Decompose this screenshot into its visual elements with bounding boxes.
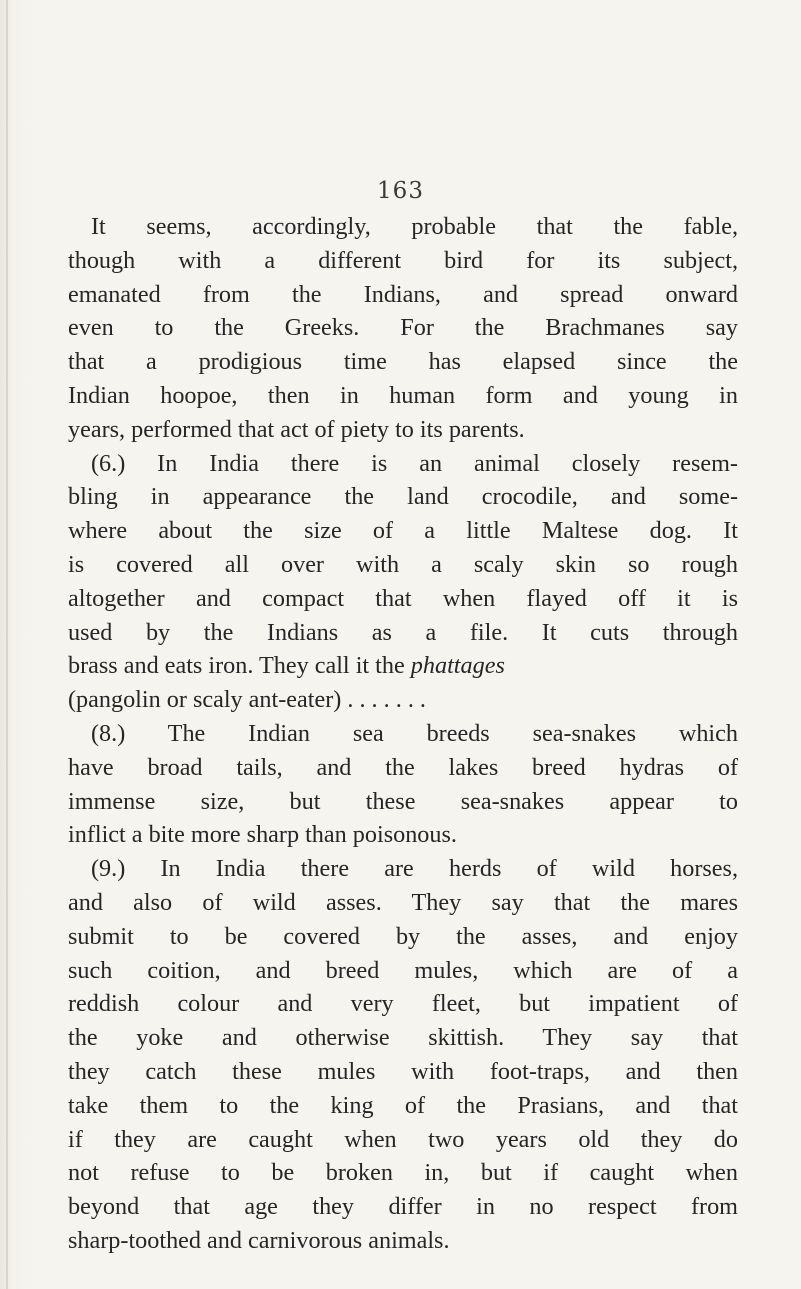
text-line: that a prodigious time has elapsed since the [68, 348, 738, 376]
text-line: (6.) In India there is an animal closely resem- [91, 449, 738, 477]
text-line: though with a different bird for its subject, [68, 246, 738, 274]
text-line: (8.) The Indian sea breeds sea-snakes which [91, 719, 738, 747]
paragraph-fable [68, 210, 738, 447]
text-line: inflict a bite more sharp than poisonous. [68, 821, 457, 849]
text-line: if they are caught when two years old they do [68, 1125, 738, 1153]
text-line: where about the size of a little Maltese dog. It [68, 517, 738, 545]
page-number: 163 [377, 178, 424, 204]
text-line: such coition, and breed mules, which are of a [68, 956, 738, 984]
text-line: the yoke and otherwise skittish. They say that [68, 1024, 738, 1052]
text-line: have broad tails, and the lakes breed hydras of [68, 753, 738, 781]
text-line: used by the Indians as a file. It cuts through [68, 618, 738, 646]
text-line: beyond that age they differ in no respect from [68, 1193, 738, 1221]
text-line: emanated from the Indians, and spread onward [68, 280, 738, 308]
body-text [68, 210, 738, 1258]
text-line: submit to be covered by the asses, and enjoy [68, 922, 738, 950]
text-line: years, performed that act of piety to its parents. [68, 415, 525, 443]
text-line: (pangolin or scaly ant-eater) . . . . . . . [68, 686, 426, 714]
text-line: and also of wild asses. They say that the mares [68, 888, 738, 916]
paragraph-8-sea-snakes [68, 717, 738, 852]
text-line-with-italic [68, 649, 738, 683]
text-line: bling in appearance the land crocodile, and some- [68, 483, 738, 511]
text-line: is covered all over with a scaly skin so rough [68, 550, 738, 578]
italic-term: phattages [410, 652, 505, 680]
text-line: sharp-toothed and carnivorous animals. [68, 1226, 450, 1254]
text-line: altogether and compact that when flayed off it is [68, 584, 738, 612]
text-line: not refuse to be broken in, but if caught when [68, 1159, 738, 1187]
text-line: Indian hoopoe, then in human form and young in [68, 381, 738, 409]
text-segment: brass and eats iron. They call it the [68, 652, 411, 680]
paragraph-6-pangolin [68, 447, 738, 717]
paragraph-9-wild-horses [68, 852, 738, 1258]
text-line: (9.) In India there are herds of wild horses, [91, 855, 738, 883]
text-line: It seems, accordingly, probable that the fable, [91, 213, 738, 240]
text-line: reddish colour and very fleet, but impatient of [68, 990, 738, 1018]
text-line: immense size, but these sea-snakes appear to [68, 787, 738, 815]
text-line: take them to the king of the Prasians, and that [68, 1091, 738, 1119]
text-line: even to the Greeks. For the Brachmanes say [68, 314, 738, 342]
text-line: they catch these mules with foot-traps, and then [68, 1057, 738, 1085]
